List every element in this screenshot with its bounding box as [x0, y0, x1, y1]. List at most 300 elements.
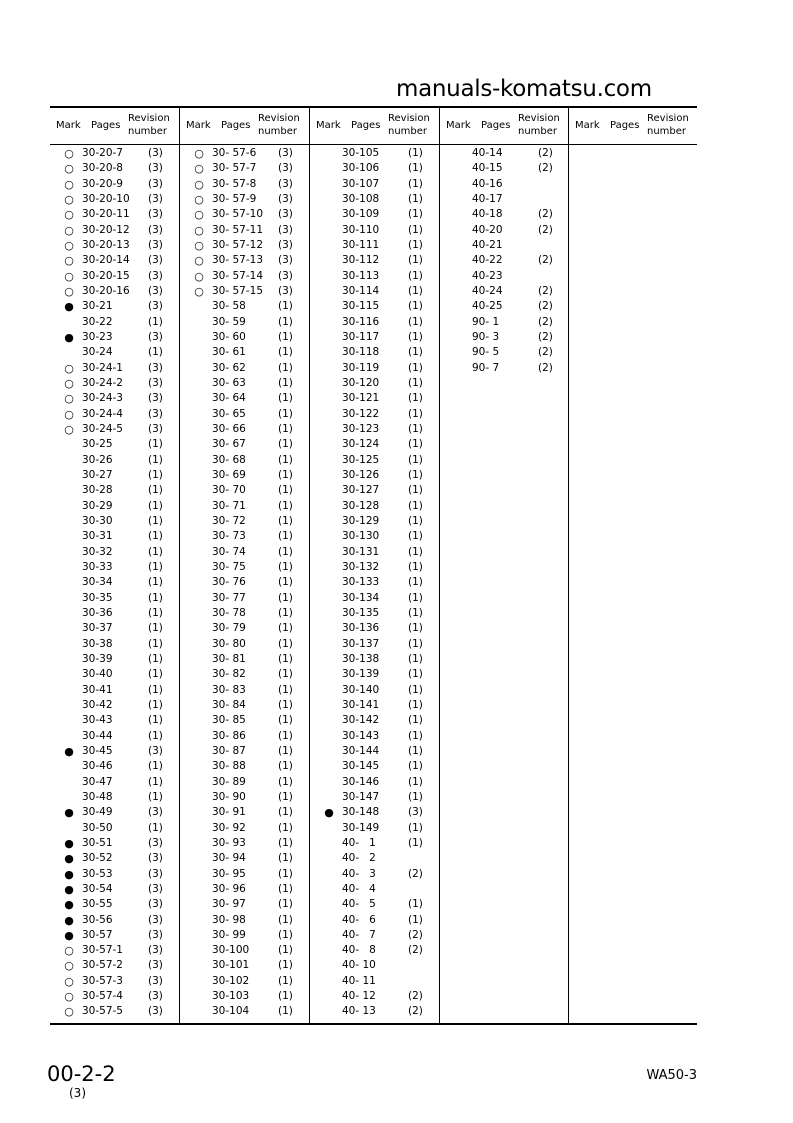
page-cell: 30-124	[342, 438, 380, 451]
open-circle-mark-icon: ○	[194, 192, 204, 206]
revision-cell: (3)	[148, 162, 163, 175]
open-circle-mark-icon: ○	[194, 238, 204, 252]
revision-cell: (1)	[278, 836, 293, 849]
column-header	[50, 107, 179, 145]
revision-cell: (1)	[148, 760, 163, 773]
page-cell: 30-53	[82, 867, 113, 880]
table-row	[50, 805, 179, 820]
page-cell: 30- 83	[212, 683, 246, 696]
table-row	[180, 851, 309, 866]
table-row	[440, 223, 569, 238]
revision-cell: (3)	[148, 898, 163, 911]
table-row	[50, 958, 179, 973]
page-cell: 30- 57-11	[212, 223, 263, 236]
header-mark: Mark	[575, 120, 600, 131]
revision-cell: (1)	[148, 606, 163, 619]
header-revision-line1: Revision	[518, 113, 560, 124]
header-mark: Mark	[316, 120, 341, 131]
page-cell: 40- 7	[342, 928, 376, 941]
page-cell: 30-55	[82, 898, 113, 911]
table-row	[310, 744, 439, 759]
revision-cell: (1)	[408, 468, 423, 481]
page-cell: 30-20-10	[82, 192, 130, 205]
page-cell: 30-51	[82, 836, 113, 849]
revision-cell: (2)	[538, 208, 553, 221]
table-row	[180, 989, 309, 1004]
page-cell: 30-30	[82, 514, 113, 527]
revision-cell: (1)	[148, 821, 163, 834]
revision-cell: (2)	[538, 162, 553, 175]
open-circle-mark-icon: ○	[64, 238, 74, 252]
table-row	[180, 545, 309, 560]
page-cell: 30- 95	[212, 867, 246, 880]
revision-cell: (1)	[148, 438, 163, 451]
page-cell: 30- 57-9	[212, 192, 257, 205]
page-cell: 30-117	[342, 330, 380, 343]
page-cell: 30-126	[342, 468, 380, 481]
table-row	[50, 161, 179, 176]
header-revision-line2: number	[128, 126, 168, 137]
page-cell: 30- 58	[212, 300, 246, 313]
table-row	[310, 361, 439, 376]
page-cell: 30- 90	[212, 790, 246, 803]
table-row	[50, 667, 179, 682]
page-cell: 30- 88	[212, 760, 246, 773]
table-row	[310, 514, 439, 529]
table-row	[310, 499, 439, 514]
revision-cell: (3)	[148, 1005, 163, 1018]
revision-cell: (3)	[148, 867, 163, 880]
table-row	[310, 1004, 439, 1019]
page-cell: 30- 87	[212, 744, 246, 757]
page-cell: 40-21	[472, 238, 503, 251]
revision-cell: (3)	[278, 192, 293, 205]
page-cell: 30-50	[82, 821, 113, 834]
revision-cell: (3)	[278, 254, 293, 267]
table-row	[310, 529, 439, 544]
table-row	[50, 989, 179, 1004]
page-cell: 30- 69	[212, 468, 246, 481]
page-cell: 30- 85	[212, 714, 246, 727]
revision-cell: (3)	[148, 330, 163, 343]
header-revision-line2: number	[518, 126, 558, 137]
table-row	[180, 330, 309, 345]
revision-cell: (3)	[148, 959, 163, 972]
header-revision-line2: number	[388, 126, 428, 137]
page-cell: 30-25	[82, 438, 113, 451]
open-circle-mark-icon: ○	[64, 162, 74, 176]
revision-cell: (1)	[408, 284, 423, 297]
column-header	[310, 107, 439, 145]
table-row	[310, 422, 439, 437]
page-cell: 30-44	[82, 729, 113, 742]
revision-cell: (3)	[148, 223, 163, 236]
revision-cell: (1)	[408, 560, 423, 573]
revision-cell: (1)	[408, 484, 423, 497]
page-cell: 30- 99	[212, 928, 246, 941]
table-row	[180, 437, 309, 452]
filled-circle-mark-icon: ●	[324, 806, 334, 820]
revision-cell: (1)	[408, 530, 423, 543]
page-cell: 30-134	[342, 591, 380, 604]
table-row	[310, 146, 439, 161]
filled-circle-mark-icon: ●	[64, 300, 74, 314]
page-cell: 30- 89	[212, 775, 246, 788]
table-row	[310, 652, 439, 667]
header-pages: Pages	[351, 120, 381, 131]
page-cell: 30-57	[82, 928, 113, 941]
revision-cell: (3)	[148, 836, 163, 849]
page-cell: 30-145	[342, 760, 380, 773]
table-row	[310, 713, 439, 728]
table-row	[310, 928, 439, 943]
revision-cell: (1)	[278, 882, 293, 895]
table-row	[180, 637, 309, 652]
revision-cell: (1)	[278, 913, 293, 926]
table-row	[50, 790, 179, 805]
revision-cell: (1)	[408, 499, 423, 512]
revision-cell: (1)	[408, 698, 423, 711]
table-row	[50, 744, 179, 759]
page-cell: 30-118	[342, 346, 380, 359]
revision-cell: (1)	[148, 514, 163, 527]
page-cell: 40-16	[472, 177, 503, 190]
page-cell: 40- 8	[342, 944, 376, 957]
revision-cell: (1)	[278, 499, 293, 512]
revision-cell: (3)	[408, 806, 423, 819]
table-row	[180, 575, 309, 590]
page-cell: 30-139	[342, 668, 380, 681]
page-cell: 30-146	[342, 775, 380, 788]
table-row	[180, 514, 309, 529]
page-cell: 30-24-5	[82, 422, 123, 435]
revision-cell: (1)	[408, 898, 423, 911]
table-row	[440, 192, 569, 207]
open-circle-mark-icon: ○	[194, 162, 204, 176]
table-row	[50, 713, 179, 728]
page-cell: 40- 6	[342, 913, 376, 926]
revision-cell: (1)	[408, 836, 423, 849]
revision-cell: (1)	[408, 223, 423, 236]
page-cell: 30- 60	[212, 330, 246, 343]
revision-cell: (1)	[278, 346, 293, 359]
table-row	[440, 330, 569, 345]
table-row	[310, 882, 439, 897]
table-row	[180, 345, 309, 360]
open-circle-mark-icon: ○	[194, 223, 204, 237]
page-cell: 30-20-11	[82, 208, 130, 221]
revision-cell: (1)	[408, 147, 423, 159]
page-cell: 30- 74	[212, 545, 246, 558]
page-cell: 30- 66	[212, 422, 246, 435]
revision-cell: (1)	[278, 560, 293, 573]
revision-cell: (1)	[148, 790, 163, 803]
revision-cell: (2)	[408, 867, 423, 880]
open-circle-mark-icon: ○	[64, 284, 74, 298]
page-cell: 30-115	[342, 300, 380, 313]
table-row	[310, 683, 439, 698]
revision-cell: (1)	[408, 208, 423, 221]
revision-cell: (1)	[278, 514, 293, 527]
revision-cell: (2)	[538, 284, 553, 297]
open-circle-mark-icon: ○	[64, 254, 74, 268]
open-circle-mark-icon: ○	[64, 376, 74, 390]
header-mark: Mark	[56, 120, 81, 131]
table-row	[310, 269, 439, 284]
table-row	[180, 361, 309, 376]
revision-cell: (2)	[538, 254, 553, 267]
table-row	[310, 790, 439, 805]
open-circle-mark-icon: ○	[64, 407, 74, 421]
page-cell: 40- 5	[342, 898, 376, 911]
page-cell: 30-57-1	[82, 944, 123, 957]
page-cell: 30-20-9	[82, 177, 123, 190]
revision-cell: (3)	[278, 223, 293, 236]
table-row	[310, 775, 439, 790]
table-row	[310, 729, 439, 744]
revision-cell: (1)	[148, 545, 163, 558]
open-circle-mark-icon: ○	[194, 254, 204, 268]
revision-cell: (1)	[408, 576, 423, 589]
open-circle-mark-icon: ○	[64, 223, 74, 237]
table-row	[180, 146, 309, 161]
table-row	[180, 391, 309, 406]
revision-cell: (1)	[148, 591, 163, 604]
table-row	[180, 1004, 309, 1019]
table-row	[50, 468, 179, 483]
page-cell: 30- 72	[212, 514, 246, 527]
revision-cell: (1)	[408, 238, 423, 251]
page-cell: 30-128	[342, 499, 380, 512]
table-row	[180, 192, 309, 207]
revision-cell: (1)	[408, 361, 423, 374]
revision-cell: (1)	[408, 591, 423, 604]
revision-cell: (1)	[148, 652, 163, 665]
page-cell: 30-143	[342, 729, 380, 742]
page-cell: 30-111	[342, 238, 380, 251]
revision-cell: (3)	[148, 269, 163, 282]
table-row	[310, 867, 439, 882]
page-cell: 30-141	[342, 698, 380, 711]
revision-cell: (1)	[278, 376, 293, 389]
filled-circle-mark-icon: ●	[64, 898, 74, 912]
page-cell: 30-38	[82, 637, 113, 650]
table-row	[310, 468, 439, 483]
page-cell: 90- 5	[472, 346, 500, 359]
page-cell: 40-17	[472, 192, 503, 205]
table-row	[180, 805, 309, 820]
page-cell: 30-20-12	[82, 223, 130, 236]
header-revision-line1: Revision	[258, 113, 300, 124]
revision-cell: (1)	[278, 407, 293, 420]
table-row	[310, 943, 439, 958]
table-row	[440, 238, 569, 253]
page-cell: 30- 63	[212, 376, 246, 389]
revision-cell: (1)	[408, 315, 423, 328]
revision-cell: (1)	[408, 821, 423, 834]
filled-circle-mark-icon: ●	[64, 744, 74, 758]
revision-cell: (1)	[408, 790, 423, 803]
revision-cell: (3)	[278, 208, 293, 221]
table-row	[50, 391, 179, 406]
page-cell: 30-102	[212, 974, 250, 987]
page-cell: 40- 13	[342, 1005, 376, 1018]
table-row	[50, 560, 179, 575]
table-row	[180, 652, 309, 667]
table-row	[310, 391, 439, 406]
table-row	[50, 882, 179, 897]
open-circle-mark-icon: ○	[64, 959, 74, 973]
revision-cell: (3)	[148, 300, 163, 313]
table-row	[180, 269, 309, 284]
page-cell: 30-113	[342, 269, 380, 282]
revision-cell: (1)	[278, 898, 293, 911]
revision-cell: (3)	[278, 177, 293, 190]
table-row	[310, 989, 439, 1004]
table-row	[310, 606, 439, 621]
page-cell: 30- 91	[212, 806, 246, 819]
revision-cell: (3)	[148, 744, 163, 757]
column-header	[440, 107, 569, 145]
open-circle-mark-icon: ○	[194, 177, 204, 191]
open-circle-mark-icon: ○	[194, 147, 204, 160]
page-cell: 30-108	[342, 192, 380, 205]
table-row	[310, 667, 439, 682]
page-cell: 90- 7	[472, 361, 500, 374]
page-cell: 30-52	[82, 852, 113, 865]
filled-circle-mark-icon: ●	[64, 882, 74, 896]
table-row	[50, 652, 179, 667]
table-row	[310, 698, 439, 713]
page-cell: 30-101	[212, 959, 250, 972]
page-cell: 30- 62	[212, 361, 246, 374]
page-cell: 30-57-3	[82, 974, 123, 987]
revision-cell: (2)	[538, 315, 553, 328]
revision-cell: (3)	[148, 852, 163, 865]
page-cell: 30-24	[82, 346, 113, 359]
revision-cell: (2)	[408, 944, 423, 957]
page-cell: 30-33	[82, 560, 113, 573]
filled-circle-mark-icon: ●	[64, 330, 74, 344]
page-cell: 30-36	[82, 606, 113, 619]
page-cell: 90- 3	[472, 330, 500, 343]
revision-cell: (1)	[278, 652, 293, 665]
header-revision	[258, 112, 300, 138]
revision-cell: (1)	[278, 315, 293, 328]
table-row	[180, 897, 309, 912]
open-circle-mark-icon: ○	[64, 990, 74, 1004]
page-cell: 30-31	[82, 530, 113, 543]
page-cell: 30-37	[82, 622, 113, 635]
page-cell: 30-24-3	[82, 392, 123, 405]
revision-cell: (1)	[278, 422, 293, 435]
page-cell: 30-43	[82, 714, 113, 727]
revision-cell: (1)	[148, 729, 163, 742]
revision-cell: (1)	[148, 315, 163, 328]
page-cell: 30-29	[82, 499, 113, 512]
table-row	[50, 637, 179, 652]
page-cell: 30- 96	[212, 882, 246, 895]
revision-cell: (2)	[408, 1005, 423, 1018]
revision-cell: (3)	[148, 928, 163, 941]
revision-cell: (2)	[538, 223, 553, 236]
header-pages: Pages	[481, 120, 511, 131]
page-cell: 30- 80	[212, 637, 246, 650]
revision-cell: (1)	[148, 622, 163, 635]
table-row	[180, 683, 309, 698]
page-cell: 30-149	[342, 821, 380, 834]
table-row	[180, 943, 309, 958]
revision-cell: (3)	[148, 944, 163, 957]
table-row	[180, 790, 309, 805]
page-cell: 30-26	[82, 453, 113, 466]
page-cell: 40- 11	[342, 974, 376, 987]
page-cell: 30- 57-7	[212, 162, 257, 175]
revision-cell: (1)	[278, 760, 293, 773]
table-row	[440, 253, 569, 268]
page-cell: 30-109	[342, 208, 380, 221]
page-cell: 40-20	[472, 223, 503, 236]
table-column	[50, 107, 179, 1024]
page-cell: 90- 1	[472, 315, 500, 328]
page-cell: 30-40	[82, 668, 113, 681]
page-cell: 30-142	[342, 714, 380, 727]
table-row	[310, 575, 439, 590]
open-circle-mark-icon: ○	[64, 361, 74, 375]
table-row	[310, 621, 439, 636]
page-cell: 30-57-4	[82, 990, 123, 1003]
table-row	[50, 238, 179, 253]
table-row	[180, 453, 309, 468]
table-row	[180, 882, 309, 897]
revision-cell: (3)	[148, 422, 163, 435]
table-row	[50, 836, 179, 851]
revision-cell: (1)	[408, 760, 423, 773]
revision-cell: (1)	[278, 775, 293, 788]
page-cell: 30-57-2	[82, 959, 123, 972]
table-row	[180, 483, 309, 498]
revision-cell: (3)	[148, 192, 163, 205]
revision-cell: (1)	[408, 744, 423, 757]
revision-cell: (1)	[148, 484, 163, 497]
page-cell: 30- 57-14	[212, 269, 263, 282]
table-row	[310, 560, 439, 575]
table-row	[310, 913, 439, 928]
page-cell: 30-104	[212, 1005, 250, 1018]
revision-cell: (1)	[408, 162, 423, 175]
page-cell: 30- 93	[212, 836, 246, 849]
header-revision	[518, 112, 560, 138]
table-row	[50, 698, 179, 713]
page-cell: 30-114	[342, 284, 380, 297]
table-row	[50, 376, 179, 391]
open-circle-mark-icon: ○	[64, 392, 74, 406]
open-circle-mark-icon: ○	[64, 269, 74, 283]
page-cell: 30-45	[82, 744, 113, 757]
page-cell: 30- 57-10	[212, 208, 263, 221]
table-row	[310, 483, 439, 498]
table-row	[180, 606, 309, 621]
table-row	[50, 253, 179, 268]
revision-cell: (1)	[148, 530, 163, 543]
revision-cell: (1)	[408, 330, 423, 343]
table-row	[440, 177, 569, 192]
revision-cell: (1)	[278, 668, 293, 681]
header-revision-line2: number	[647, 126, 687, 137]
revision-cell: (1)	[408, 775, 423, 788]
page-cell: 30-23	[82, 330, 113, 343]
revision-cell: (1)	[148, 714, 163, 727]
